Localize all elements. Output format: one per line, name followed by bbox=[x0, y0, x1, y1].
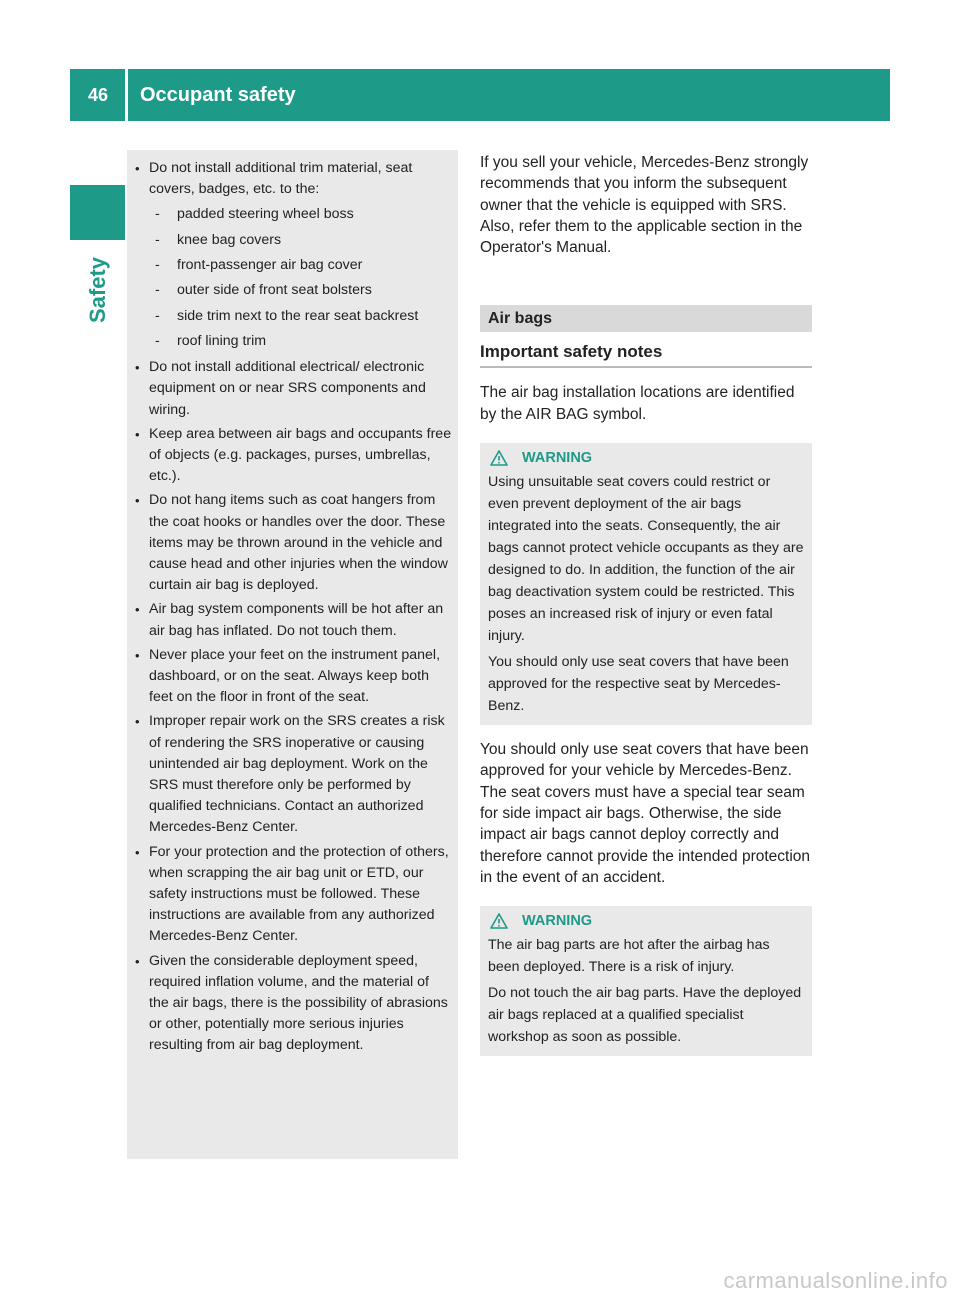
list-item: • Never place your feet on the instrument panel, dashboard, or on the seat. Always keep both feet on the floor in front of the seat. bbox=[135, 645, 452, 709]
header-divider bbox=[125, 69, 128, 121]
list-item: • Do not install additional electrical/ electronic equipment on or near SRS components and wiring. bbox=[135, 357, 452, 421]
side-tab bbox=[70, 245, 125, 335]
warning-box bbox=[480, 906, 812, 1056]
sub-list-item: - outer side of front seat bolsters bbox=[149, 278, 452, 303]
body-paragraph: You should only use seat covers that have been approved for your vehicle by Mercedes-Benz. The seat covers must have a special tear seam for side impact air bags. Otherwise, the side impact air bags cannot deploy correctly and therefore cannot provide the intended protection in the event of an accident. bbox=[480, 741, 811, 886]
safety-instructions-box bbox=[127, 150, 458, 1159]
warning-header bbox=[488, 449, 804, 467]
warning-header bbox=[488, 912, 804, 930]
side-tab-marker bbox=[70, 185, 125, 240]
list-item: • Do not hang items such as coat hangers from the coat hooks or handles over the door. These items may be thrown around in the vehicle and cause head and other injuries when the window curtain air bag is deployed. bbox=[135, 490, 452, 596]
list-item: • Keep area between air bags and occupants free of objects (e.g. packages, purses, umbrellas, etc.). bbox=[135, 424, 452, 488]
list-item: • Air bag system components will be hot after an air bag has inflated. Do not touch them. bbox=[135, 599, 452, 641]
trim-locations-list bbox=[149, 202, 452, 354]
body-paragraph: The air bag installation locations are identified by the AIR BAG symbol. bbox=[480, 384, 795, 423]
warning-text: The air bag parts are hot after the airbag has been deployed. There is a risk of injury. bbox=[488, 937, 770, 976]
side-tab-label: Safety bbox=[84, 256, 110, 324]
sub-list-item: - padded steering wheel boss bbox=[149, 202, 452, 227]
instruction-list bbox=[127, 150, 458, 1057]
list-item: • Given the considerable deployment speed, required inflation volume, and the material of the air bags, there is the possibility of abrasions or other, potentially more serious injuries resulting from air bag deployment. bbox=[135, 951, 452, 1057]
sub-list-item: - knee bag covers bbox=[149, 228, 452, 253]
sub-list-item: - front-passenger air bag cover bbox=[149, 253, 452, 278]
list-item: • For your protection and the protection of others, when scrapping the air bag unit or ETD, our safety instructions must be followed. These instructions are available from any authorized Mercedes-Benz Center. bbox=[135, 842, 452, 948]
warning-text: You should only use seat covers that have been approved for the respective seat by Mercedes-Benz. bbox=[488, 654, 789, 715]
section-heading-air-bags: Air bags bbox=[480, 305, 812, 332]
warning-box bbox=[480, 443, 812, 725]
intro-paragraph: If you sell your vehicle, Mercedes-Benz strongly recommends that you inform the subsequent owner that the vehicle is equipped with SRS. Also, refer them to the applicable section in the Operator's Manual. bbox=[480, 154, 809, 257]
warning-triangle-icon bbox=[490, 450, 508, 466]
page-number: 46 bbox=[87, 84, 109, 105]
right-column bbox=[480, 152, 812, 1056]
warning-label: WARNING bbox=[522, 913, 593, 930]
list-item: • Improper repair work on the SRS creates a risk of rendering the SRS inoperative or causing unintended air bag deployment. Work on the SRS must therefore only be performed by qualified technicians. Contact an authorized Mercedes-Benz Center. bbox=[135, 711, 452, 838]
warning-label: WARNING bbox=[522, 450, 593, 467]
subheading-important-safety-notes: Important safety notes bbox=[480, 342, 812, 368]
list-item bbox=[135, 158, 452, 354]
warning-text: Using unsuitable seat covers could restrict or even prevent deployment of the air bags integrated into the seats. Consequently, the air bags cannot protect vehicle occupants as they are designed to do. In addition, the function of the air bag deactivation system could be restricted. This poses an increased risk of injury or even fatal injury. bbox=[488, 474, 804, 645]
sub-list-item: - roof lining trim bbox=[149, 329, 452, 354]
warning-text: Do not touch the air bag parts. Have the deployed air bags replaced at a qualified specialist workshop as soon as possible. bbox=[488, 985, 802, 1046]
sub-list-item: - side trim next to the rear seat backrest bbox=[149, 304, 452, 329]
list-item-text: Do not install additional trim material, seat covers, badges, etc. to the: bbox=[149, 160, 413, 198]
section-title: Occupant safety bbox=[140, 83, 296, 106]
warning-triangle-icon bbox=[490, 913, 508, 929]
watermark: carmanualsonline.info bbox=[723, 1268, 948, 1293]
